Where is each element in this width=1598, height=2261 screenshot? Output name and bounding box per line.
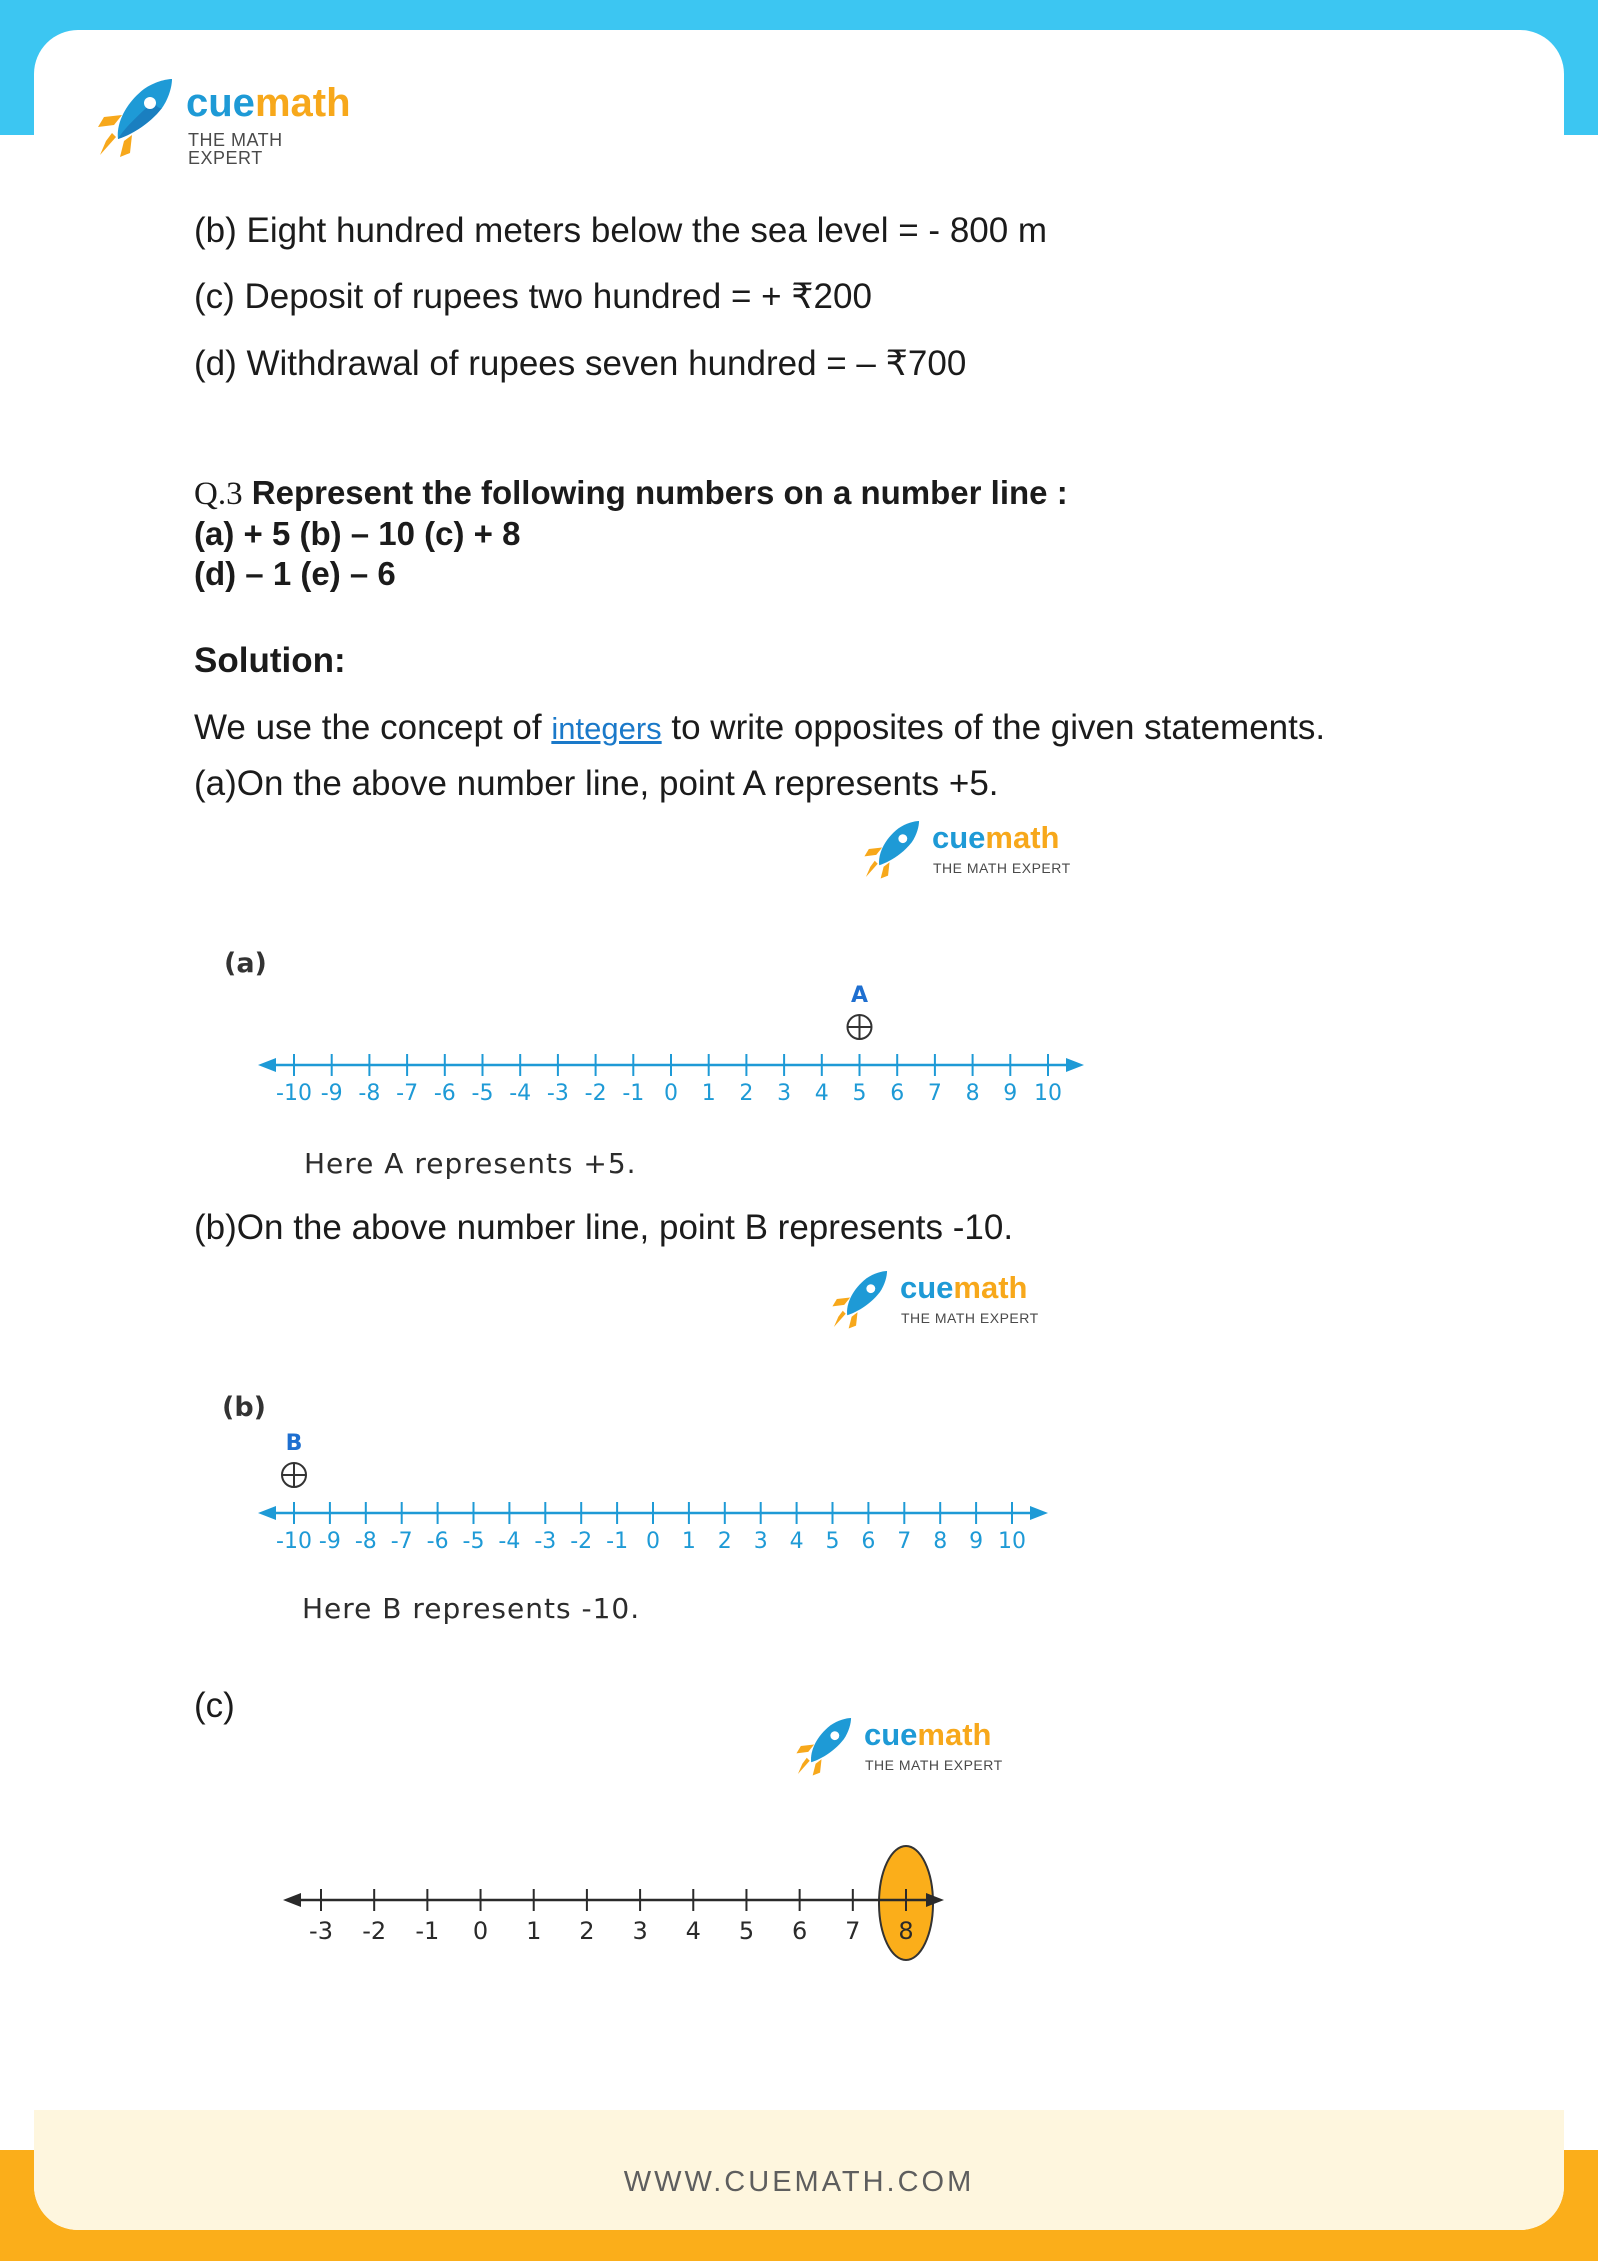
tick-label: 3	[777, 1081, 792, 1106]
brand-tagline: THE MATH EXPERT	[188, 130, 283, 168]
brand-name-part2: math	[953, 1270, 1028, 1305]
tick-label: 4	[814, 1081, 829, 1106]
answer-b: (b) Eight hundred meters below the sea level = - 800 m	[194, 211, 1048, 250]
question-number: Q.3	[194, 476, 243, 512]
tick-label: 7	[845, 1917, 861, 1945]
tick-label: -7	[390, 1529, 413, 1554]
tick-label: 2	[579, 1917, 595, 1945]
figure-a-caption: Here A represents +5.	[304, 1147, 637, 1180]
tick-label: -9	[320, 1081, 343, 1106]
tick-label: 9	[1003, 1081, 1018, 1106]
tick-label: 8	[965, 1081, 980, 1106]
tick-label: -2	[570, 1529, 593, 1554]
tick-label: 4	[685, 1917, 701, 1945]
question-prompt: Represent the following numbers on a number line :	[251, 474, 1068, 511]
tick-label: 5	[738, 1917, 755, 1945]
header-logo	[92, 75, 352, 168]
point-a-label: A	[850, 983, 869, 1008]
number-line-c-svg	[184, 1700, 1144, 2000]
footer-url[interactable]: WWW.CUEMATH.COM	[623, 2166, 975, 2198]
question-line-2: (a) + 5 (b) – 10 (c) + 8	[194, 515, 521, 552]
tick-label: -2	[362, 1917, 387, 1945]
solution-part-a: (a)On the above number line, point A represents +5.	[194, 764, 999, 803]
tick-label: 8	[933, 1529, 948, 1554]
figure-b-caption: Here B represents -10.	[302, 1592, 641, 1625]
tick-label: -10	[276, 1081, 312, 1106]
answer-c: (c) Deposit of rupees two hundred = + ₹200	[194, 277, 872, 316]
tick-label: -1	[606, 1529, 629, 1554]
number-line-b-left-arrow	[258, 1506, 276, 1520]
number-line-c-left-arrow	[283, 1893, 301, 1907]
tick-label: -4	[509, 1081, 532, 1106]
tick-label: -8	[358, 1081, 381, 1106]
brand-name-part1: cue	[900, 1270, 954, 1305]
figure-b	[184, 1250, 1144, 1650]
solution-intro-after: to write opposites of the given statements.	[661, 708, 1326, 747]
tick-label: -1	[622, 1081, 645, 1106]
point-b-marker	[282, 1463, 306, 1487]
brand-name-part1: cue	[186, 81, 255, 125]
solution-part-c: (c)	[194, 1686, 235, 1725]
number-line-a-left-arrow	[258, 1058, 276, 1072]
tick-label: 1	[526, 1917, 542, 1945]
brand-tagline: THE MATH EXPERT	[901, 1310, 1039, 1326]
solution-part-b: (b)On the above number line, point B represents -10.	[194, 1208, 1014, 1247]
brand-tagline: THE MATH EXPERT	[865, 1757, 1003, 1773]
tick-label: -5	[462, 1529, 485, 1554]
integers-link[interactable]: integers	[551, 711, 662, 746]
brand-tagline: THE MATH EXPERT	[933, 860, 1071, 876]
number-line-a-right-arrow	[1066, 1058, 1084, 1072]
point-a-marker	[848, 1015, 872, 1039]
figure-a-label: (a)	[224, 948, 267, 979]
tick-label: 5	[825, 1529, 840, 1554]
number-line-b-right-arrow	[1030, 1506, 1048, 1520]
tick-label: -1	[415, 1917, 440, 1945]
tick-label: 0	[646, 1529, 660, 1554]
tick-label: 7	[897, 1529, 912, 1554]
tick-label: 1	[681, 1529, 696, 1554]
tick-label: 6	[791, 1917, 808, 1945]
tick-label: 2	[739, 1081, 754, 1106]
number-line-c-right-arrow	[926, 1893, 944, 1907]
tick-label: 3	[632, 1917, 648, 1945]
tick-label: 9	[969, 1529, 984, 1554]
tick-label: -3	[534, 1529, 557, 1554]
number-line-b-svg	[184, 1250, 1144, 1650]
tick-label: 0	[664, 1081, 678, 1106]
tick-label: -3	[546, 1081, 569, 1106]
solution-intro-before: We use the concept of	[194, 708, 552, 747]
tick-label: -3	[309, 1917, 333, 1945]
tick-label: 10	[1034, 1081, 1062, 1106]
point-b-label: B	[285, 1431, 303, 1456]
brand-name-part2: math	[985, 820, 1060, 855]
solution-intro	[194, 707, 1325, 749]
tick-label: 3	[753, 1529, 768, 1554]
tick-label: 10	[998, 1529, 1026, 1554]
tick-label: -6	[426, 1529, 449, 1554]
question-line-3: (d) – 1 (e) – 6	[194, 555, 396, 592]
tick-label: -4	[498, 1529, 521, 1554]
tick-label: 6	[861, 1529, 876, 1554]
tick-label: -10	[276, 1529, 312, 1554]
brand-name-part1: cue	[932, 820, 986, 855]
number-line-a-svg	[184, 800, 1144, 1200]
figure-b-label: (b)	[222, 1392, 267, 1423]
brand-name-part2: math	[254, 81, 351, 125]
tick-label: -2	[584, 1081, 607, 1106]
figure-a	[184, 800, 1144, 1200]
tick-label: 0	[472, 1917, 489, 1945]
tick-label: -9	[318, 1529, 341, 1554]
tick-label: 7	[927, 1081, 942, 1106]
tick-label: 6	[890, 1081, 905, 1106]
solution-heading: Solution:	[194, 641, 346, 680]
question-line-1	[194, 473, 1068, 515]
brand-name-part2: math	[917, 1717, 992, 1752]
tick-label: 5	[852, 1081, 867, 1106]
tick-label: 1	[701, 1081, 716, 1106]
tick-label: -7	[396, 1081, 419, 1106]
tick-label: -5	[471, 1081, 494, 1106]
tick-label: -6	[433, 1081, 456, 1106]
tick-label: 2	[717, 1529, 732, 1554]
figure-c	[184, 1700, 1144, 2000]
tick-label: 8	[898, 1917, 914, 1945]
answer-d: (d) Withdrawal of rupees seven hundred = – ₹700	[194, 344, 967, 383]
tick-label: 4	[789, 1529, 804, 1554]
footer	[34, 2110, 1564, 2230]
rocket-icon	[92, 75, 176, 159]
page-card	[34, 30, 1564, 2230]
brand-name-part1: cue	[864, 1717, 918, 1752]
tick-label: -8	[354, 1529, 377, 1554]
